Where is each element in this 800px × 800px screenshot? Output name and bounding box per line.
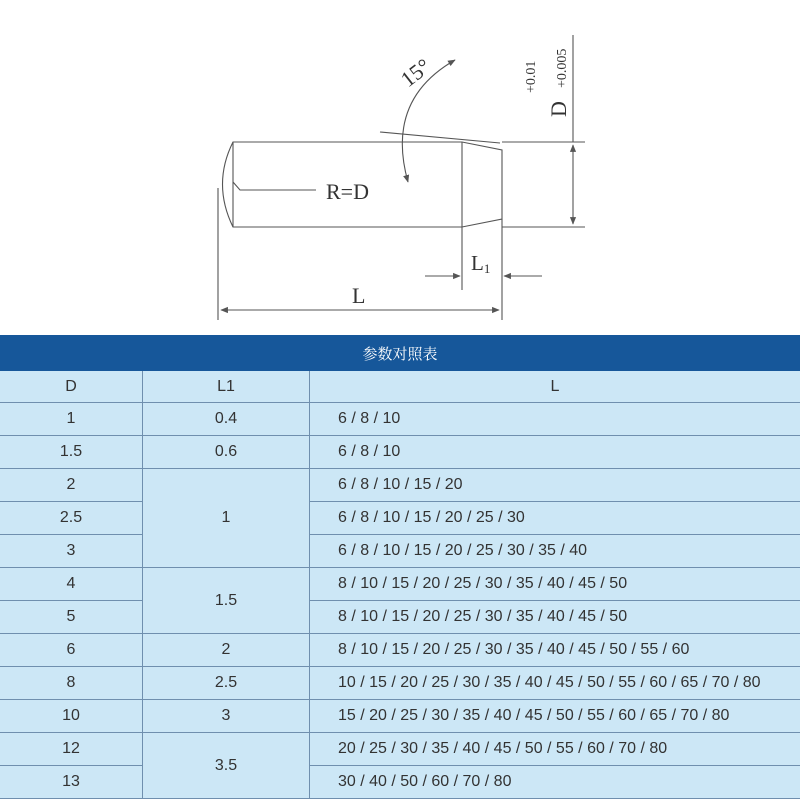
cell-d: 1 (0, 403, 143, 436)
header-l: L (310, 371, 800, 403)
table-row (0, 700, 800, 733)
cell-d: 12 (0, 733, 143, 766)
cell-l: 6 / 8 / 10 / 15 / 20 / 25 / 30 / 35 / 40 (310, 535, 800, 568)
cell-l1: 3 (143, 700, 310, 733)
table-row (0, 469, 800, 502)
table-row (0, 634, 800, 667)
cell-l: 20 / 25 / 30 / 35 / 40 / 45 / 50 / 55 / 60 / 70 / 80 (310, 733, 800, 766)
cell-d: 3 (0, 535, 143, 568)
table-row (0, 436, 800, 469)
table-row (0, 766, 800, 799)
cell-l: 10 / 15 / 20 / 25 / 30 / 35 / 40 / 45 / 50 / 55 / 60 / 65 / 70 / 80 (310, 667, 800, 700)
cell-d: 6 (0, 634, 143, 667)
parameter-table (0, 371, 800, 799)
cell-l1: 0.4 (143, 403, 310, 436)
cell-d: 10 (0, 700, 143, 733)
cell-l: 15 / 20 / 25 / 30 / 35 / 40 / 45 / 50 / 55 / 60 / 65 / 70 / 80 (310, 700, 800, 733)
cell-l1: 3.5 (143, 733, 310, 799)
header-l1: L1 (143, 371, 310, 403)
radius-leader (233, 182, 316, 190)
table-row (0, 502, 800, 535)
cell-d: 1.5 (0, 436, 143, 469)
diameter-label: D (546, 101, 571, 117)
cell-l: 8 / 10 / 15 / 20 / 25 / 30 / 35 / 40 / 45 / 50 / 55 / 60 (310, 634, 800, 667)
angle-label: 15° (395, 53, 436, 92)
cell-l: 8 / 10 / 15 / 20 / 25 / 30 / 35 / 40 / 45 / 50 (310, 568, 800, 601)
table-row (0, 535, 800, 568)
cell-l1: 2 (143, 634, 310, 667)
cell-l1: 1.5 (143, 568, 310, 634)
tolerance-lower-label: +0.01 (524, 60, 539, 93)
cell-d: 13 (0, 766, 143, 799)
table-title: 参数对照表 (0, 335, 800, 371)
table-row (0, 403, 800, 436)
cell-l1: 1 (143, 469, 310, 568)
length-label: L (352, 283, 366, 308)
cell-d: 5 (0, 601, 143, 634)
cell-l: 8 / 10 / 15 / 20 / 25 / 30 / 35 / 40 / 45 / 50 (310, 601, 800, 634)
table-row (0, 601, 800, 634)
cell-l: 30 / 40 / 50 / 60 / 70 / 80 (310, 766, 800, 799)
chamfer-length-label: L1 (471, 251, 491, 276)
table-row (0, 733, 800, 766)
pin-dimension-drawing (0, 0, 800, 335)
cell-l1: 0.6 (143, 436, 310, 469)
angle-reference-line (380, 132, 500, 143)
table-header-row (0, 371, 800, 403)
cell-l1: 2.5 (143, 667, 310, 700)
table-row (0, 568, 800, 601)
cell-l: 6 / 8 / 10 (310, 436, 800, 469)
cell-l: 6 / 8 / 10 / 15 / 20 / 25 / 30 (310, 502, 800, 535)
cell-d: 2 (0, 469, 143, 502)
cell-l: 6 / 8 / 10 / 15 / 20 (310, 469, 800, 502)
radius-label: R=D (326, 179, 369, 204)
cell-d: 2.5 (0, 502, 143, 535)
tolerance-upper-label: +0.005 (555, 48, 570, 88)
table-row (0, 667, 800, 700)
cell-d: 4 (0, 568, 143, 601)
header-d: D (0, 371, 143, 403)
cell-d: 8 (0, 667, 143, 700)
cell-l: 6 / 8 / 10 (310, 403, 800, 436)
